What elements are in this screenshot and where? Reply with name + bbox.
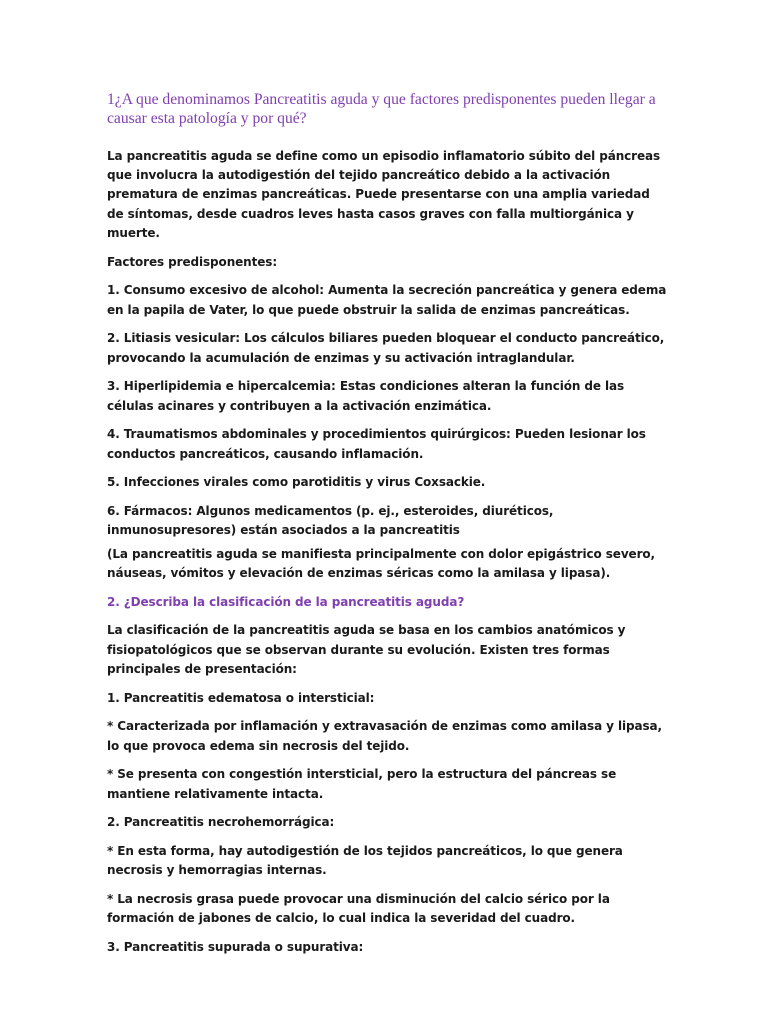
type-2-label: 2. Pancreatitis necrohemorrágica: [107, 815, 335, 830]
type-2-point: * En esta forma, hay autodigestión de los tejidos pancreáticos, lo que genera necrosis y hemorragias internas. [107, 844, 623, 878]
document-content [107, 90, 667, 967]
question-1-title: 1¿A que denominamos Pancreatitis aguda y que factores predisponentes pueden llegar a causar esta patología y por qué? [107, 91, 656, 127]
factor-item: 2. Litiasis vesicular: Los cálculos biliares pueden bloquear el conducto pancreático, provocando la acumulación de enzimas y su activación intraglandular. [107, 331, 665, 365]
type-2-point: * La necrosis grasa puede provocar una disminución del calcio sérico por la formación de jabones de calcio, lo cual indica la severidad del cuadro. [107, 892, 610, 926]
factor-item: 4. Traumatismos abdominales y procedimientos quirúrgicos: Pueden lesionar los conductos pancreáticos, causando inflamación. [107, 427, 646, 461]
summary-paragraph: (La pancreatitis aguda se manifiesta principalmente con dolor epigástrico severo, náuseas, vómitos y elevación de enzimas séricas como la amilasa y lipasa). [107, 546, 655, 580]
type-1-point: * Caracterizada por inflamación y extravasación de enzimas como amilasa y lipasa, lo que provoca edema sin necrosis del tejido. [107, 719, 662, 753]
definition-paragraph: La pancreatitis aguda se define como un episodio inflamatorio súbito del páncreas que involucra la autodigestión del tejido pancreático debido a la activación prematura de enzimas pancreáticas. Puede presentarse con una amplia variedad de síntomas, desde cuadros leves hasta casos graves con falla multiorgánica y muerte. [107, 149, 661, 240]
question-2-title: 2. ¿Describa la clasificación de la pancreatitis aguda? [107, 594, 465, 609]
factors-label: Factores predisponentes: [107, 254, 278, 269]
factor-item: 6. Fármacos: Algunos medicamentos (p. ej., esteroides, diuréticos, inmunosupresores) están asociados a la pancreatitis [107, 504, 554, 538]
factor-item: 5. Infecciones virales como parotiditis y virus Coxsackie. [107, 475, 486, 490]
classification-intro: La clasificación de la pancreatitis aguda se basa en los cambios anatómicos y fisiopatológicos que se observan durante su evolución. Existen tres formas principales de presentación: [107, 623, 626, 676]
type-3-label: 3. Pancreatitis supurada o supurativa: [107, 940, 364, 955]
type-1-label: 1. Pancreatitis edematosa o intersticial: [107, 690, 375, 705]
type-1-point: * Se presenta con congestión intersticial, pero la estructura del páncreas se mantiene relativamente intacta. [107, 767, 617, 801]
factor-item: 1. Consumo excesivo de alcohol: Aumenta la secreción pancreática y genera edema en la papila de Vater, lo que puede obstruir la salida de enzimas pancreáticas. [107, 283, 667, 317]
factor-item: 3. Hiperlipidemia e hipercalcemia: Estas condiciones alteran la función de las células acinares y contribuyen a la activación enzimática. [107, 379, 625, 413]
